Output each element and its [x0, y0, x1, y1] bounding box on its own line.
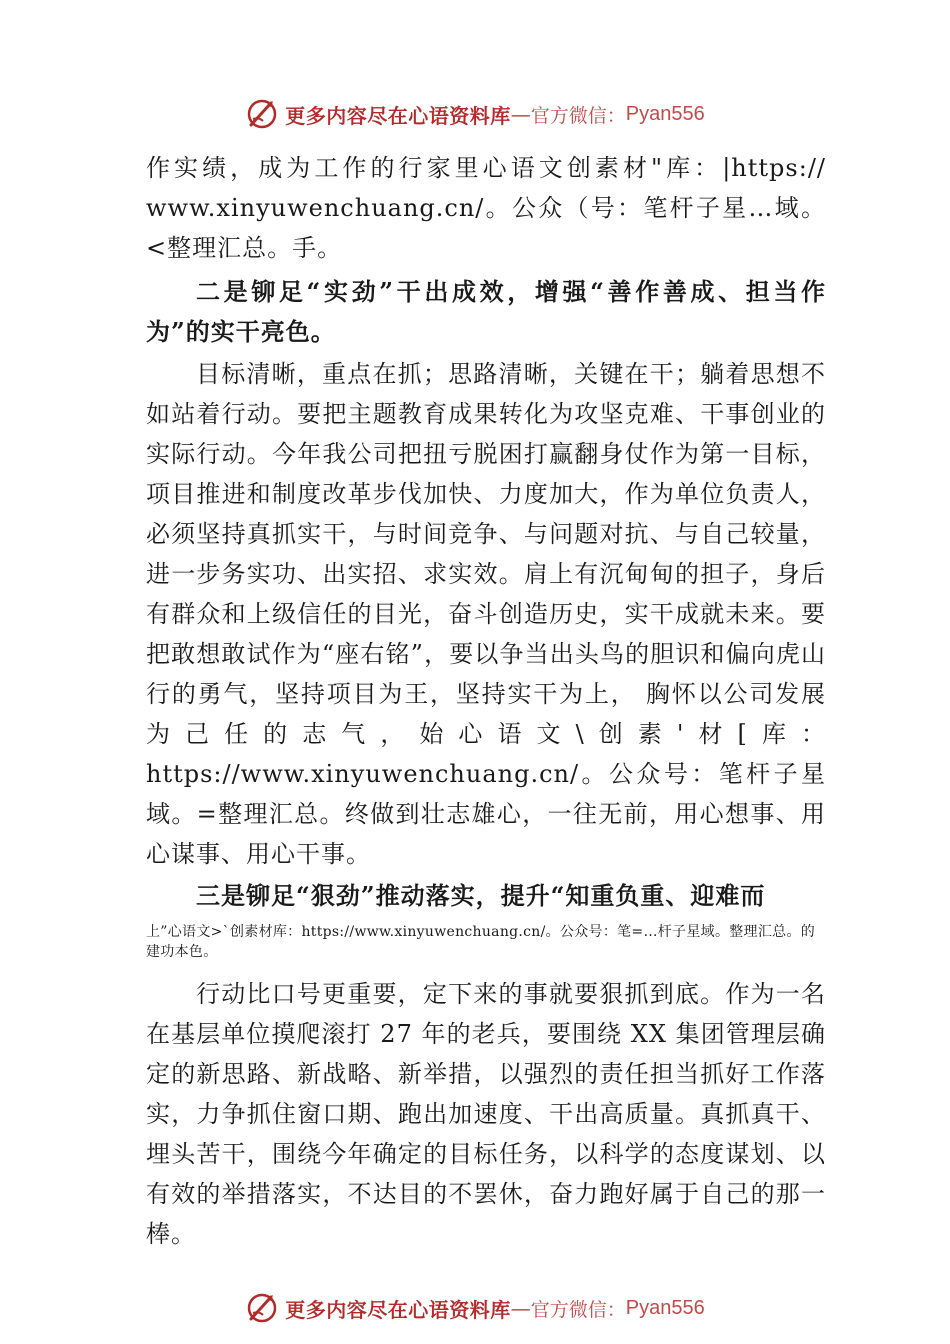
banner-separator: — [510, 102, 531, 126]
document-body [146, 148, 826, 1254]
heading-2: 二是铆足“实劲”干出成效，增强“善作善成、担当作为”的实干亮色。 [146, 277, 826, 346]
footer-banner [0, 1286, 950, 1330]
banner-wechat-id: Pyan556 [625, 1296, 705, 1319]
banner-wechat-label: 官方微信： [530, 1298, 626, 1321]
paragraph-2: 目标清晰，重点在抓；思路清晰，关键在干；躺着思想不如站着行动。要把主题教育成果转化为攻坚克难、干事创业的实际行动。今年我公司把扭亏脱困打赢翻身仗作为第一目标，项目推进和制度改革步伐加快、力度加大，作为单位负责人，必须坚持真抓实干，与时间竞争、与问题对抗、与自己较量，进一步务实功、出实招、求实效。肩上有沉甸甸的担子，身后有群众和上级信任的目光，奋斗创造历史，实干成就未来。要把敢想敢试作为“座右铭”，要以争当出头鸟的胆识和偏向虎山行的勇气，坚持项目为王，坚持实干为上， 胸怀以公司发展为己任的志气，始心语文\创素'材[库：https://www.xinyuwenchuang.cn/。公众号：笔杆子星域。=整理汇总。终做到壮志雄心，一往无前，用心想事、用心谋事、用心干事。 [146, 360, 826, 868]
banner-title: 更多内容尽在心语资料库 [285, 103, 511, 128]
brush-logo-icon [245, 97, 279, 131]
banner-wechat-id: Pyan556 [625, 102, 705, 125]
paragraph-1: 作实绩，成为工作的行家里心语文创素材"库：|https:// www.xinyuwenchuang.cn/。公众（号：笔杆子星…域。<整理汇总。手。 [146, 154, 826, 262]
heading-3: 三是铆足“狠劲”推动落实，提升“知重负重、迎难而 [196, 881, 766, 910]
banner-title: 更多内容尽在心语资料库 [285, 1297, 511, 1322]
brush-logo-icon [245, 1291, 279, 1325]
watermark-line: 上”心语文>`创素材库：https://www.xinyuwenchuang.cn/。公众号：笔=…杆子星域。整理汇总。的建功本色。 [146, 924, 816, 960]
header-banner [0, 92, 950, 136]
banner-wechat-label: 官方微信： [530, 104, 626, 127]
paragraph-3: 行动比口号更重要，定下来的事就要狠抓到底。作为一名在基层单位摸爬滚打 27 年的老兵，要围绕 XX 集团管理层确定的新思路、新战略、新举措，以强烈的责任担当抓好工作落实，力争抓住窗口期、跑出加速度、干出高质量。真抓真干、埋头苦干，围绕今年确定的目标任务，以科学的态度谋划、以有效的举措落实，不达目的不罢休，奋力跑好属于自己的那一棒。 [146, 980, 826, 1248]
banner-separator: — [510, 1296, 531, 1320]
